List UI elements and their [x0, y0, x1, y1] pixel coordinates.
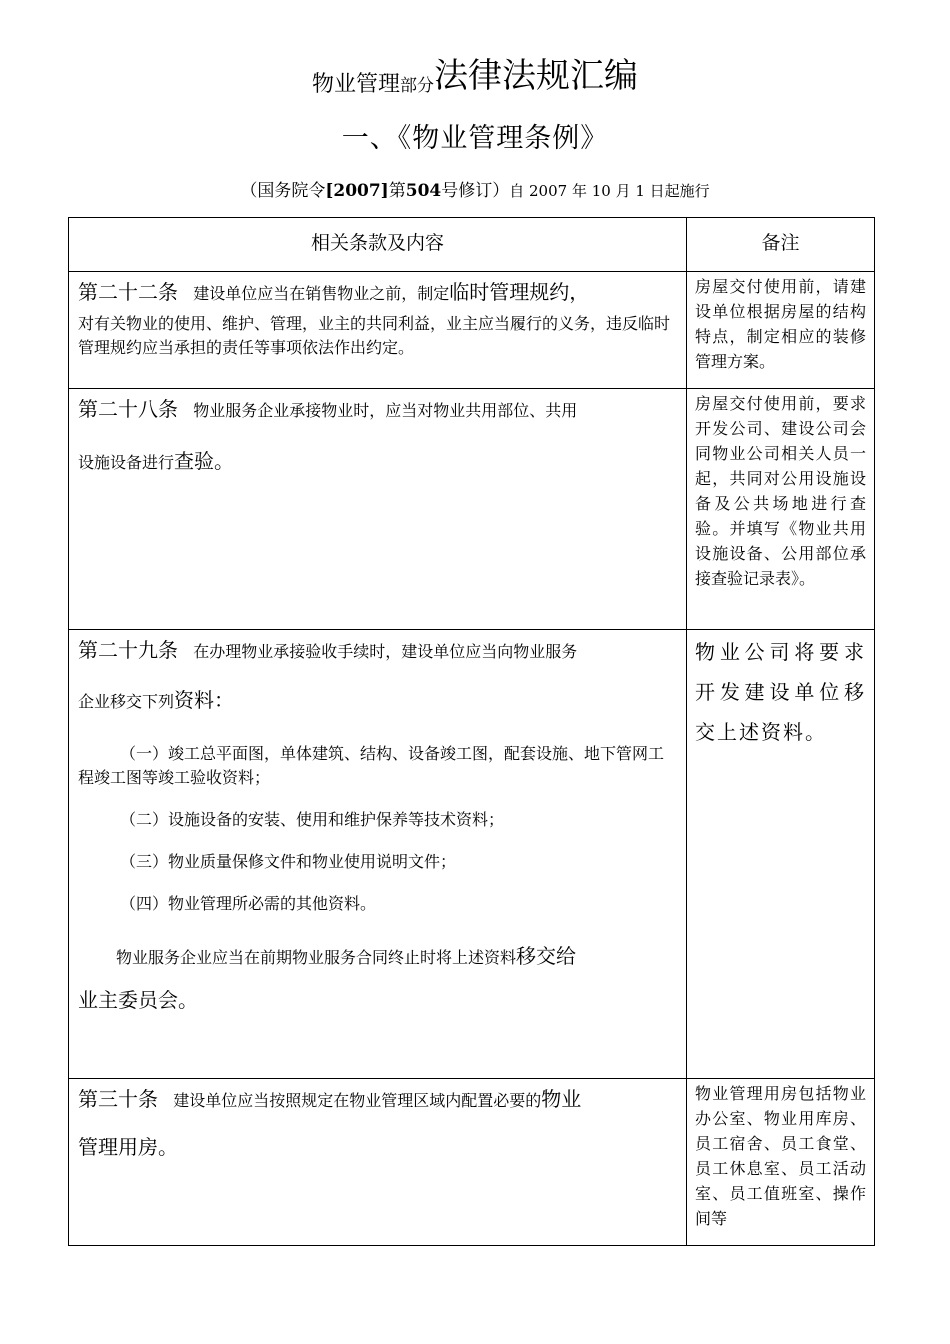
list-item: （二）设施设备的安装、使用和维护保养等技术资料； — [120, 810, 505, 829]
article-30-note: 物业管理用房包括物业办公室、物业用库房、员工宿舍、员工食堂、员工休息室、员工活动室、员工值班室、操作间等 — [687, 1079, 875, 1246]
article-text-large-2: 管理用房。 — [78, 1135, 178, 1159]
header-note: 备注 — [687, 218, 875, 272]
article-30-content — [69, 1079, 687, 1246]
article-label: 第二十二条 — [78, 280, 178, 304]
title-part1: 物业管理 — [311, 72, 400, 97]
article-text: 物业服务企业承接物业时，应当对物业共用部位、共用 — [193, 401, 578, 420]
closing-text-large-2: 业主委员会。 — [78, 988, 198, 1012]
table-row — [69, 630, 875, 1079]
article-22-content — [69, 272, 687, 389]
list-item: （三）物业质量保修文件和物业使用说明文件； — [120, 852, 457, 871]
list-item: （四）物业管理所必需的其他资料。 — [120, 894, 377, 913]
article-label: 第三十条 — [78, 1087, 158, 1111]
article-text: 在办理物业承接验收手续时，建设单位应当向物业服务 — [193, 642, 578, 661]
table-row — [69, 389, 875, 630]
regulation-table — [68, 217, 875, 1246]
article-label: 第二十九条 — [78, 638, 178, 662]
article-text: 建设单位应当按照规定在物业管理区域内配置必要的 — [173, 1091, 542, 1110]
article-28-content — [69, 389, 687, 630]
article-text-large: 临时管理规约， — [449, 280, 590, 304]
effective-date: 自 2007 年 10 月 1 日起施行 — [509, 182, 710, 200]
table-row — [69, 1079, 875, 1246]
decree-suffix: 号修订） — [441, 181, 510, 201]
article-text-large: 查验。 — [174, 449, 235, 473]
title-part2: 部分 — [400, 76, 434, 96]
article-text-line2: 设施设备进行 — [78, 453, 175, 472]
decree-number: 504 — [405, 181, 442, 201]
list-item: （一）竣工总平面图，单体建筑、结构、设备竣工图，配套设施、地下管网工程竣工图等竣工验收资料； — [78, 744, 665, 787]
title-part3: 法律法规汇编 — [434, 56, 638, 96]
article-text-large: 资料： — [174, 688, 235, 712]
decree-open: （国务院令 — [240, 181, 326, 201]
decree-no-prefix: 第 — [388, 181, 406, 201]
closing-text-large: 移交给 — [516, 944, 577, 968]
materials-list — [78, 742, 676, 916]
header-content: 相关条款及内容 — [69, 218, 687, 272]
closing-text: 物业服务企业应当在前期物业服务合同终止时将上述资料 — [116, 948, 517, 967]
table-header-row — [69, 218, 875, 272]
decree-line — [0, 176, 950, 201]
article-22-note: 房屋交付使用前，请建设单位根据房屋的结构特点，制定相应的装修管理方案。 — [687, 272, 875, 389]
article-text-large: 物业 — [541, 1087, 582, 1111]
article-29-note: 物业公司将要求开发建设单位移交上述资料。 — [687, 630, 875, 1079]
article-28-note: 房屋交付使用前，要求开发公司、建设公司会同物业公司相关人员一起，共同对公用设施设备及公共场地进行查验。并填写《物业共用设施设备、公用部位承接查验记录表》。 — [687, 389, 875, 630]
document-title — [0, 52, 950, 101]
article-text-line2: 企业移交下列 — [78, 692, 175, 711]
article-text: 建设单位应当在销售物业之前，制定 — [193, 284, 450, 303]
document-subtitle: 一、《物业管理条例》 — [341, 123, 609, 154]
article-label: 第二十八条 — [78, 397, 178, 421]
decree-year: [2007] — [325, 181, 389, 201]
article-text-rest: 对有关物业的使用、维护、管理，业主的共同利益，业主应当履行的义务，违反临时管理规约应当承担的责任等事项依法作出约定。 — [78, 314, 671, 357]
article-29-content — [69, 630, 687, 1079]
table-row — [69, 272, 875, 389]
